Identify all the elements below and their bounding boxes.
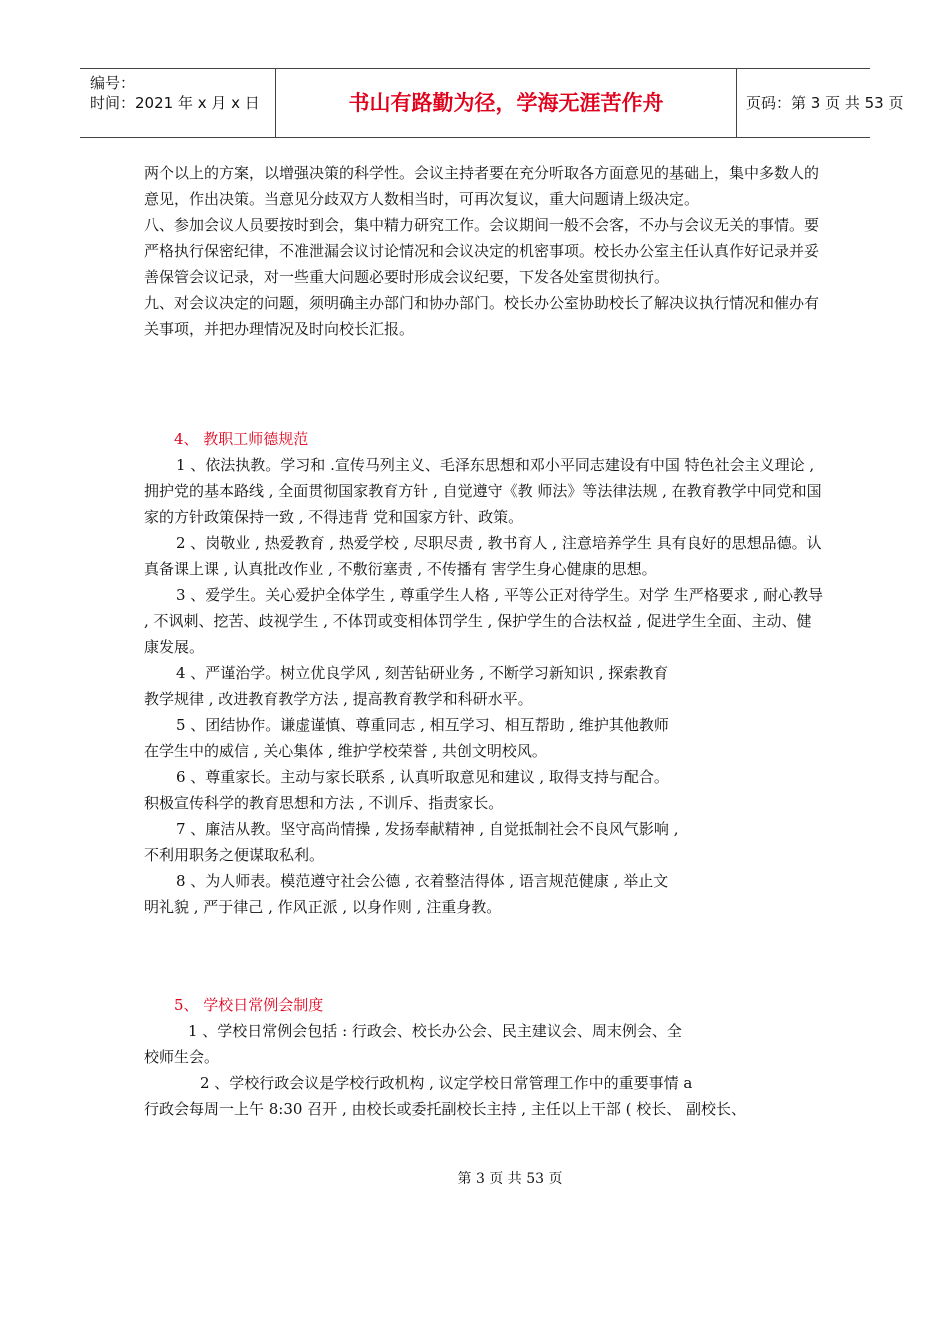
paragraph-line: 7 、廉洁从教。坚守高尚情操 , 发扬奉献精神 , 自觉抵制社会不良风气影响 , xyxy=(176,820,679,838)
paragraph-line: 行政会每周一上午 8:30 召开 , 由校长或委托副校长主持 , 主任以上干部 ( 校长、 副校长、 xyxy=(144,1100,746,1118)
page-header xyxy=(80,68,904,138)
paragraph-line: 5 、团结协作。谦虚谨慎、尊重同志 , 相互学习、相互帮助 , 维护其他教师 xyxy=(176,716,669,734)
paragraph-line: 1 、学校日常例会包括 : 行政会、校长办公会、民主建议会、周末例会、全 xyxy=(188,1022,682,1040)
paragraph: 八、参加会议人员要按时到会，集中精力研究工作。会议期间一般不会客，不办与会议无关的事情。要严格执行保密纪律，不准泄漏会议讨论情况和会议决定的机密事项。校长办公室主任认真作好记录并妥善保管会议记录，对一些重大问题必要时形成会议纪要，下发各处室贯彻执行。 xyxy=(144,216,820,286)
paragraph-line: 不利用职务之便谋取私利。 xyxy=(144,846,325,864)
paragraph-line: 6 、尊重家长。主动与家长联系 , 认真听取意见和建议 , 取得支持与配合。 xyxy=(176,768,669,786)
paragraph: 3 、爱学生。关心爱护全体学生 , 尊重学生人格 , 平等公正对待学生。对学 生严格要求 , 耐心教导 , 不讽刺、挖苦、歧视学生 , 不体罚或变相体罚学生 , 保护学生的合法权益 , 促进学生全面、主动、健康发展。 xyxy=(144,586,823,656)
document-number-label: 编号： xyxy=(90,74,136,92)
paragraph-line: 2 、学校行政会议是学校行政机构 , 议定学校日常管理工作中的重要事情 a xyxy=(200,1074,693,1092)
paragraph-line: 教学规律 , 改进教育教学方法 , 提高教育教学和科研水平。 xyxy=(144,690,533,708)
page-footer: 第 3 页 共 53 页 xyxy=(457,1171,563,1187)
paragraph-line: 8 、为人师表。模范遵守社会公德 , 衣着整洁得体 , 语言规范健康 , 举止文 xyxy=(176,872,669,890)
paragraph: 九、对会议决定的问题，须明确主办部门和协办部门。校长办公室协助校长了解决议执行情况和催办有关事项，并把办理情况及时向校长汇报。 xyxy=(144,294,820,338)
header-meta xyxy=(80,69,276,137)
paragraph: 两个以上的方案，以增强决策的科学性。会议主持者要在充分听取各方面意见的基础上，集中多数人的意见，作出决策。当意见分歧双方人数相当时，可再次复议，重大问题请上级决定。 xyxy=(144,164,820,208)
header-page-info: 页码：第 3 页 共 53 页 xyxy=(746,94,904,112)
document-body xyxy=(144,160,824,1122)
paragraph-line: 4 、严谨治学。树立优良学风 , 刻苦钻研业务 , 不断学习新知识 , 探索教育 xyxy=(176,664,669,682)
document-date: 时间：2021 年 x 月 x 日 xyxy=(90,94,260,112)
paragraph-line: 校师生会。 xyxy=(144,1048,220,1066)
paragraph-line: 积极宣传科学的教育思想和方法 , 不训斥、指责家长。 xyxy=(144,794,504,812)
paragraph: 2 、岗敬业 , 热爱教育 , 热爱学校 , 尽职尽责 , 教书育人 , 注意培养学生 具有良好的思想品德。认真备课上课 , 认真批改作业 , 不敷衍塞责 , 不传播有 害学生身心健康的思想。 xyxy=(144,534,822,578)
section-title: 4、 教职工师德规范 xyxy=(174,430,309,448)
paragraph-line: 在学生中的威信 , 关心集体 , 维护学校荣誉 , 共创文明校风。 xyxy=(144,742,547,760)
paragraph-line: 明礼貌 , 严于律己 , 作风正派 , 以身作则 , 注重身教。 xyxy=(144,898,502,916)
paragraph: 1 、依法执教。学习和 .宣传马列主义、毛泽东思想和邓小平同志建设有中国 特色社会主义理论 , 拥护党的基本路线 , 全面贯彻国家教育方针 , 自觉遵守《教 师法》等法律法规 , 在教育教学中同党和国家的方针政策保持一致 , 不得违背 党和国家方针、政策。 xyxy=(144,456,822,526)
section-title: 5、 学校日常例会制度 xyxy=(174,996,324,1014)
header-motto: 书山有路勤为径，学海无涯苦作舟 xyxy=(276,69,737,137)
